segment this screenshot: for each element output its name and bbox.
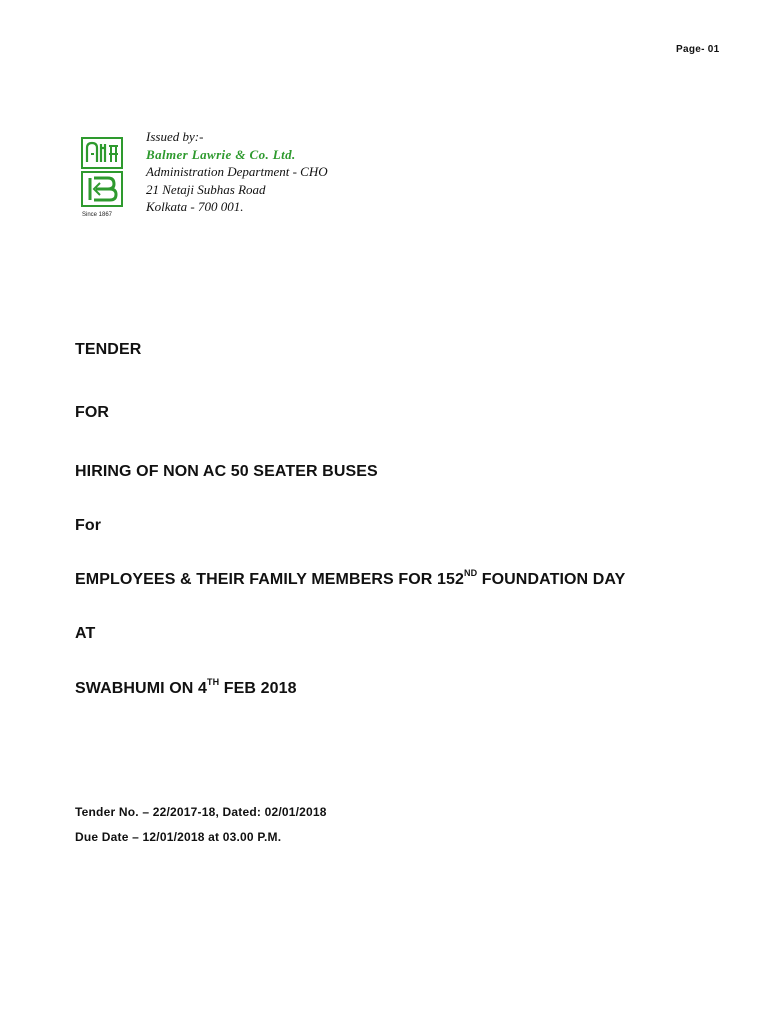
title-employees <box>75 567 626 589</box>
title-employees-main: EMPLOYEES & THEIR FAMILY MEMBERS FOR 152 <box>75 571 464 588</box>
title-employees-tail: FOUNDATION DAY <box>477 571 626 588</box>
title-at: AT <box>75 625 96 642</box>
title-venue-main: SWABHUMI ON 4 <box>75 680 207 697</box>
ordinal-suffix-nd: ND <box>463 567 478 578</box>
company-name: Balmer Lawrie & Co. Ltd. <box>146 146 296 162</box>
logo-since-label: Since 1867 <box>82 212 113 218</box>
title-for-lower: For <box>75 517 102 534</box>
due-date: Due Date – 12/01/2018 at 03.00 P.M. <box>75 830 282 844</box>
city-address: Kolkata - 700 001. <box>146 199 244 214</box>
title-hiring: HIRING OF NON AC 50 SEATER BUSES <box>75 463 378 480</box>
issued-by-label: Issued by:- <box>146 129 204 144</box>
title-venue-tail: FEB 2018 <box>219 680 297 697</box>
title-venue-date <box>75 676 297 698</box>
ordinal-suffix-th: TH <box>206 676 220 687</box>
title-tender: TENDER <box>75 341 142 358</box>
issuer-address <box>146 128 328 216</box>
department-name: Administration Department - CHO <box>146 164 328 179</box>
tender-number: Tender No. – 22/2017-18, Dated: 02/01/2018 <box>75 805 327 819</box>
title-for: FOR <box>75 404 110 421</box>
page-number: Page- 01 <box>676 44 720 55</box>
balmer-lawrie-logo <box>78 136 126 216</box>
issuer-block <box>78 128 418 228</box>
street-address: 21 Netaji Subhas Road <box>146 181 266 197</box>
